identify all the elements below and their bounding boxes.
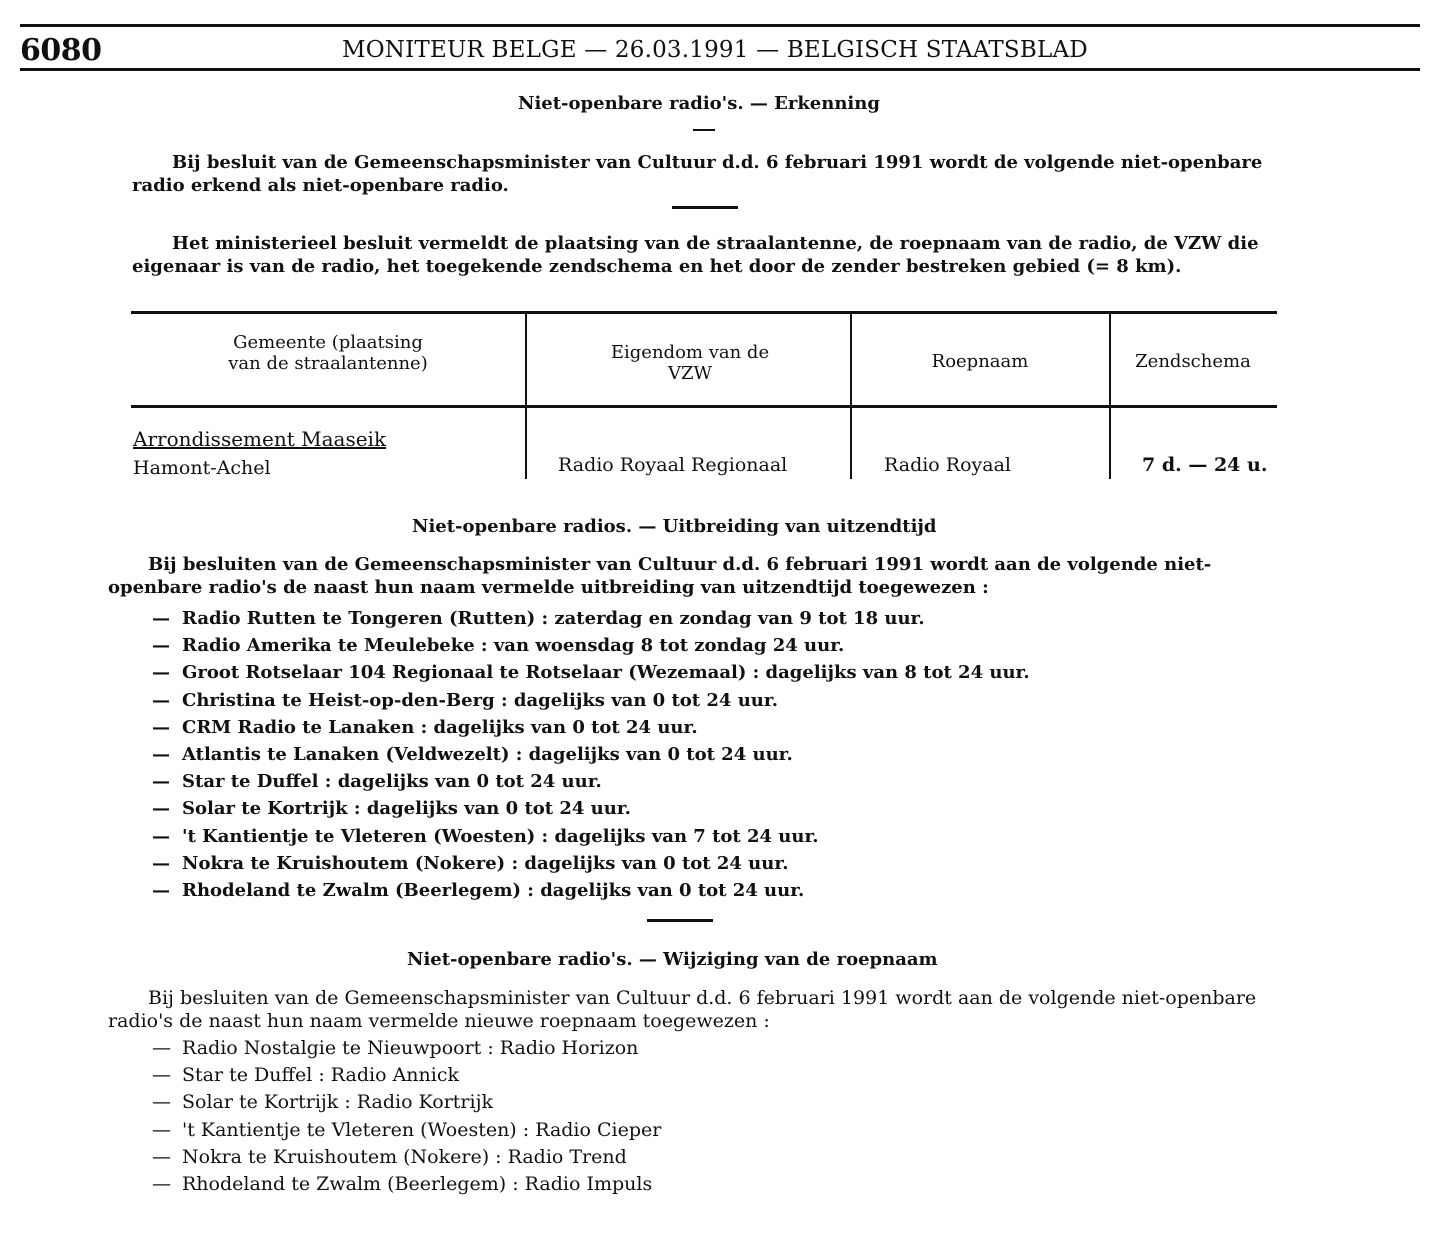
table-row-eigendom: Radio Royaal Regionaal xyxy=(558,454,788,476)
list-dash: — xyxy=(152,1172,171,1195)
list-dash: — xyxy=(152,1037,171,1059)
list-item xyxy=(152,823,1030,850)
list-item xyxy=(152,1035,661,1062)
masthead-title: MONITEUR BELGE — 26.03.1991 — BELGISCH STAATSBLAD xyxy=(342,37,1088,63)
list-dash: — xyxy=(152,1064,171,1087)
besluit-paragraph xyxy=(132,232,1277,278)
section-title-uitzendtijd: Niet-openbare radios. — Uitbreiding van uitzendtijd xyxy=(412,516,937,537)
list-item-text: Atlantis te Lanaken (Veldwezelt) : dagelijks van 0 tot 24 uur. xyxy=(182,743,793,765)
list-dash: — xyxy=(152,798,170,820)
title-dash xyxy=(693,129,715,131)
list-item xyxy=(152,1117,661,1144)
page-number: 6080 xyxy=(20,33,102,68)
header-bottom-rule xyxy=(20,68,1420,71)
separator-rule xyxy=(647,919,713,922)
list-item-text: Rhodeland te Zwalm (Beerlegem) : Radio Impuls xyxy=(182,1172,653,1195)
table-col-divider xyxy=(1109,313,1111,479)
table-header-eigendom: Eigendom van de VZW xyxy=(610,342,770,384)
list-dash: — xyxy=(152,716,170,738)
list-dash: — xyxy=(152,771,170,793)
list-item xyxy=(152,714,1030,741)
list-item-text: Radio Amerika te Meulebeke : van woensdag 8 tot zondag 24 uur. xyxy=(182,635,845,657)
list-dash: — xyxy=(152,1145,171,1168)
list-item xyxy=(152,768,1030,795)
erkenning-paragraph xyxy=(132,151,1277,197)
list-dash: — xyxy=(152,635,170,657)
list-item xyxy=(152,659,1030,686)
table-header-rule xyxy=(131,405,1277,408)
list-item-text: Star te Duffel : dagelijks van 0 tot 24 uur. xyxy=(182,771,602,793)
list-dash: — xyxy=(152,1118,171,1141)
table-header-roepnaam: Roepnaam xyxy=(931,351,1029,372)
uitzendtijd-intro xyxy=(108,553,1258,599)
list-dash: — xyxy=(152,662,170,684)
separator-rule xyxy=(672,206,738,209)
besluit-text: Het ministerieel besluit vermeldt de plaatsing van de straalantenne, de roepnaam van de radio, de VZW die eigenaar is van de radio, het toegekende zendschema en het door de zender bestreken gebied (= 8 km). xyxy=(132,233,1259,277)
list-item-text: Rhodeland te Zwalm (Beerlegem) : dagelijks van 0 tot 24 uur. xyxy=(182,879,805,901)
list-item xyxy=(152,741,1030,768)
list-dash: — xyxy=(152,1091,171,1114)
list-item xyxy=(152,605,1030,632)
list-item-text: Star te Duffel : Radio Annick xyxy=(182,1064,460,1087)
list-item-text: 't Kantientje te Vleteren (Woesten) : Radio Cieper xyxy=(182,1118,662,1141)
list-item xyxy=(152,1144,661,1171)
table-row-zendschema: 7 d. — 24 u. xyxy=(1142,454,1268,476)
roepnaam-list xyxy=(152,1035,661,1198)
table-row-gemeente: Hamont-Achel xyxy=(133,457,271,479)
list-item xyxy=(152,850,1030,877)
list-item xyxy=(152,1062,661,1089)
list-dash: — xyxy=(152,743,170,765)
uitzendtijd-intro-text: Bij besluiten van de Gemeenschapsminister van Cultuur d.d. 6 februari 1991 wordt aan de volgende niet-openbare radio's de naast hun naam vermelde uitbreiding van uitzendtijd toegewezen : xyxy=(108,554,1212,598)
list-dash: — xyxy=(152,689,170,711)
list-dash: — xyxy=(152,879,170,901)
list-item-text: Radio Nostalgie te Nieuwpoort : Radio Horizon xyxy=(182,1037,639,1059)
table-arrondissement: Arrondissement Maaseik xyxy=(133,427,387,451)
list-item-text: Radio Rutten te Tongeren (Rutten) : zaterdag en zondag van 9 tot 18 uur. xyxy=(182,608,925,629)
list-item xyxy=(152,632,1030,659)
erkenning-text: Bij besluit van de Gemeenschapsminister van Cultuur d.d. 6 februari 1991 wordt de volgende niet-openbare radio erkend als niet-openbare radio. xyxy=(132,152,1263,196)
uitzendtijd-list xyxy=(152,605,1030,904)
table-header-zendschema: Zendschema xyxy=(1135,351,1251,372)
list-item-text: Groot Rotselaar 104 Regionaal te Rotselaar (Wezemaal) : dagelijks van 8 tot 24 uur. xyxy=(182,662,1030,684)
roepnaam-intro-text: Bij besluiten van de Gemeenschapsminister van Cultuur d.d. 6 februari 1991 wordt aan de volgende niet-openbare radio's de naast hun naam vermelde nieuwe roepnaam toegewezen : xyxy=(108,987,1257,1032)
list-dash: — xyxy=(152,825,170,847)
list-item-text: Solar te Kortrijk : dagelijks van 0 tot 24 uur. xyxy=(182,798,631,820)
roepnaam-intro xyxy=(108,987,1258,1033)
table-col-divider xyxy=(525,313,527,479)
list-item xyxy=(152,1089,661,1116)
list-item xyxy=(152,687,1030,714)
list-item-text: Nokra te Kruishoutem (Nokere) : Radio Trend xyxy=(182,1145,627,1168)
list-dash: — xyxy=(152,852,170,874)
list-item-text: Christina te Heist-op-den-Berg : dagelijks van 0 tot 24 uur. xyxy=(182,689,778,711)
table-header-gemeente: Gemeente (plaatsing van de straalantenne) xyxy=(228,332,428,374)
list-item xyxy=(152,1171,661,1198)
header-top-rule xyxy=(20,24,1420,27)
list-item-text: Nokra te Kruishoutem (Nokere) : dagelijks van 0 tot 24 uur. xyxy=(182,852,789,874)
section-title-erkenning: Niet-openbare radio's. — Erkenning xyxy=(518,93,880,114)
list-item xyxy=(152,795,1030,822)
table-top-rule xyxy=(131,311,1277,314)
table-col-divider xyxy=(850,313,852,479)
list-item-text: CRM Radio te Lanaken : dagelijks van 0 tot 24 uur. xyxy=(182,716,698,738)
list-item xyxy=(152,877,1030,904)
section-title-roepnaam: Niet-openbare radio's. — Wijziging van de roepnaam xyxy=(407,949,938,970)
table-row-roepnaam: Radio Royaal xyxy=(884,454,1011,476)
list-item-text: 't Kantientje te Vleteren (Woesten) : dagelijks van 7 tot 24 uur. xyxy=(182,825,819,847)
list-dash: — xyxy=(152,608,170,629)
list-item-text: Solar te Kortrijk : Radio Kortrijk xyxy=(182,1091,493,1114)
